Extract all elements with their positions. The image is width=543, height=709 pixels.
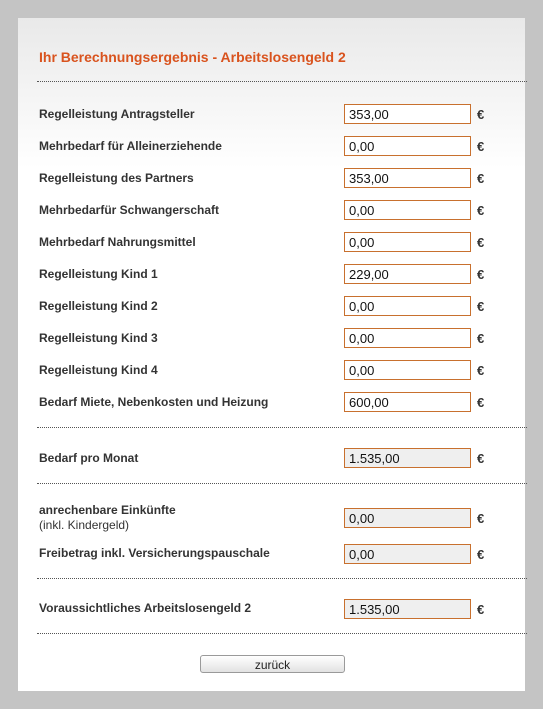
euro-sign: € <box>477 139 485 154</box>
euro-sign: € <box>477 267 485 282</box>
regelleistung-partner-field[interactable] <box>344 168 471 188</box>
divider <box>37 81 527 82</box>
mehrbedarf-schwangerschaft-field[interactable] <box>344 200 471 220</box>
divider <box>37 578 527 579</box>
euro-sign: € <box>477 107 485 122</box>
divider <box>37 427 527 428</box>
regelleistung-antragsteller-field[interactable] <box>344 104 471 124</box>
regelleistung-kind-3-field[interactable] <box>344 328 471 348</box>
row-label: Bedarf Miete, Nebenkosten und Heizung <box>39 395 269 409</box>
page-title: Ihr Berechnungsergebnis - Arbeitslosengeld 2 <box>39 49 346 65</box>
voraussichtliches-alg2-field[interactable] <box>344 599 471 619</box>
euro-sign: € <box>477 395 485 410</box>
row-label <box>39 503 176 532</box>
euro-sign: € <box>477 511 485 526</box>
row-label: Freibetrag inkl. Versicherungspauschale <box>39 546 270 560</box>
euro-sign: € <box>477 203 485 218</box>
freibetrag-field[interactable] <box>344 544 471 564</box>
bedarf-miete-field[interactable] <box>344 392 471 412</box>
row-label: Mehrbedarf Nahrungsmittel <box>39 235 196 249</box>
row-label: Regelleistung Kind 1 <box>39 267 158 281</box>
row-label: Regelleistung Kind 4 <box>39 363 158 377</box>
row-label: Voraussichtliches Arbeitslosengeld 2 <box>39 601 252 615</box>
row-label: Regelleistung Kind 3 <box>39 331 158 345</box>
regelleistung-kind-1-field[interactable] <box>344 264 471 284</box>
euro-sign: € <box>477 171 485 186</box>
row-label: Mehrbedarf für Alleinerziehende <box>39 139 222 153</box>
income-label: anrechenbare Einkünfte <box>39 503 176 517</box>
divider <box>37 633 527 634</box>
euro-sign: € <box>477 451 485 466</box>
euro-sign: € <box>477 299 485 314</box>
bedarf-pro-monat-field[interactable] <box>344 448 471 468</box>
anrechenbare-einkuenfte-field[interactable] <box>344 508 471 528</box>
euro-sign: € <box>477 602 485 617</box>
euro-sign: € <box>477 331 485 346</box>
back-button[interactable]: zurück <box>200 655 345 673</box>
euro-sign: € <box>477 363 485 378</box>
euro-sign: € <box>477 547 485 562</box>
regelleistung-kind-4-field[interactable] <box>344 360 471 380</box>
result-panel <box>18 18 525 691</box>
row-label: Mehrbedarfür Schwangerschaft <box>39 203 220 217</box>
row-label: Regelleistung des Partners <box>39 171 194 185</box>
divider <box>37 483 527 484</box>
regelleistung-kind-2-field[interactable] <box>344 296 471 316</box>
row-label: Bedarf pro Monat <box>39 451 139 465</box>
mehrbedarf-alleinerziehende-field[interactable] <box>344 136 471 156</box>
income-sublabel: (inkl. Kindergeld) <box>39 518 130 532</box>
row-label: Regelleistung Kind 2 <box>39 299 158 313</box>
row-label: Regelleistung Antragsteller <box>39 107 195 121</box>
mehrbedarf-nahrungsmittel-field[interactable] <box>344 232 471 252</box>
euro-sign: € <box>477 235 485 250</box>
